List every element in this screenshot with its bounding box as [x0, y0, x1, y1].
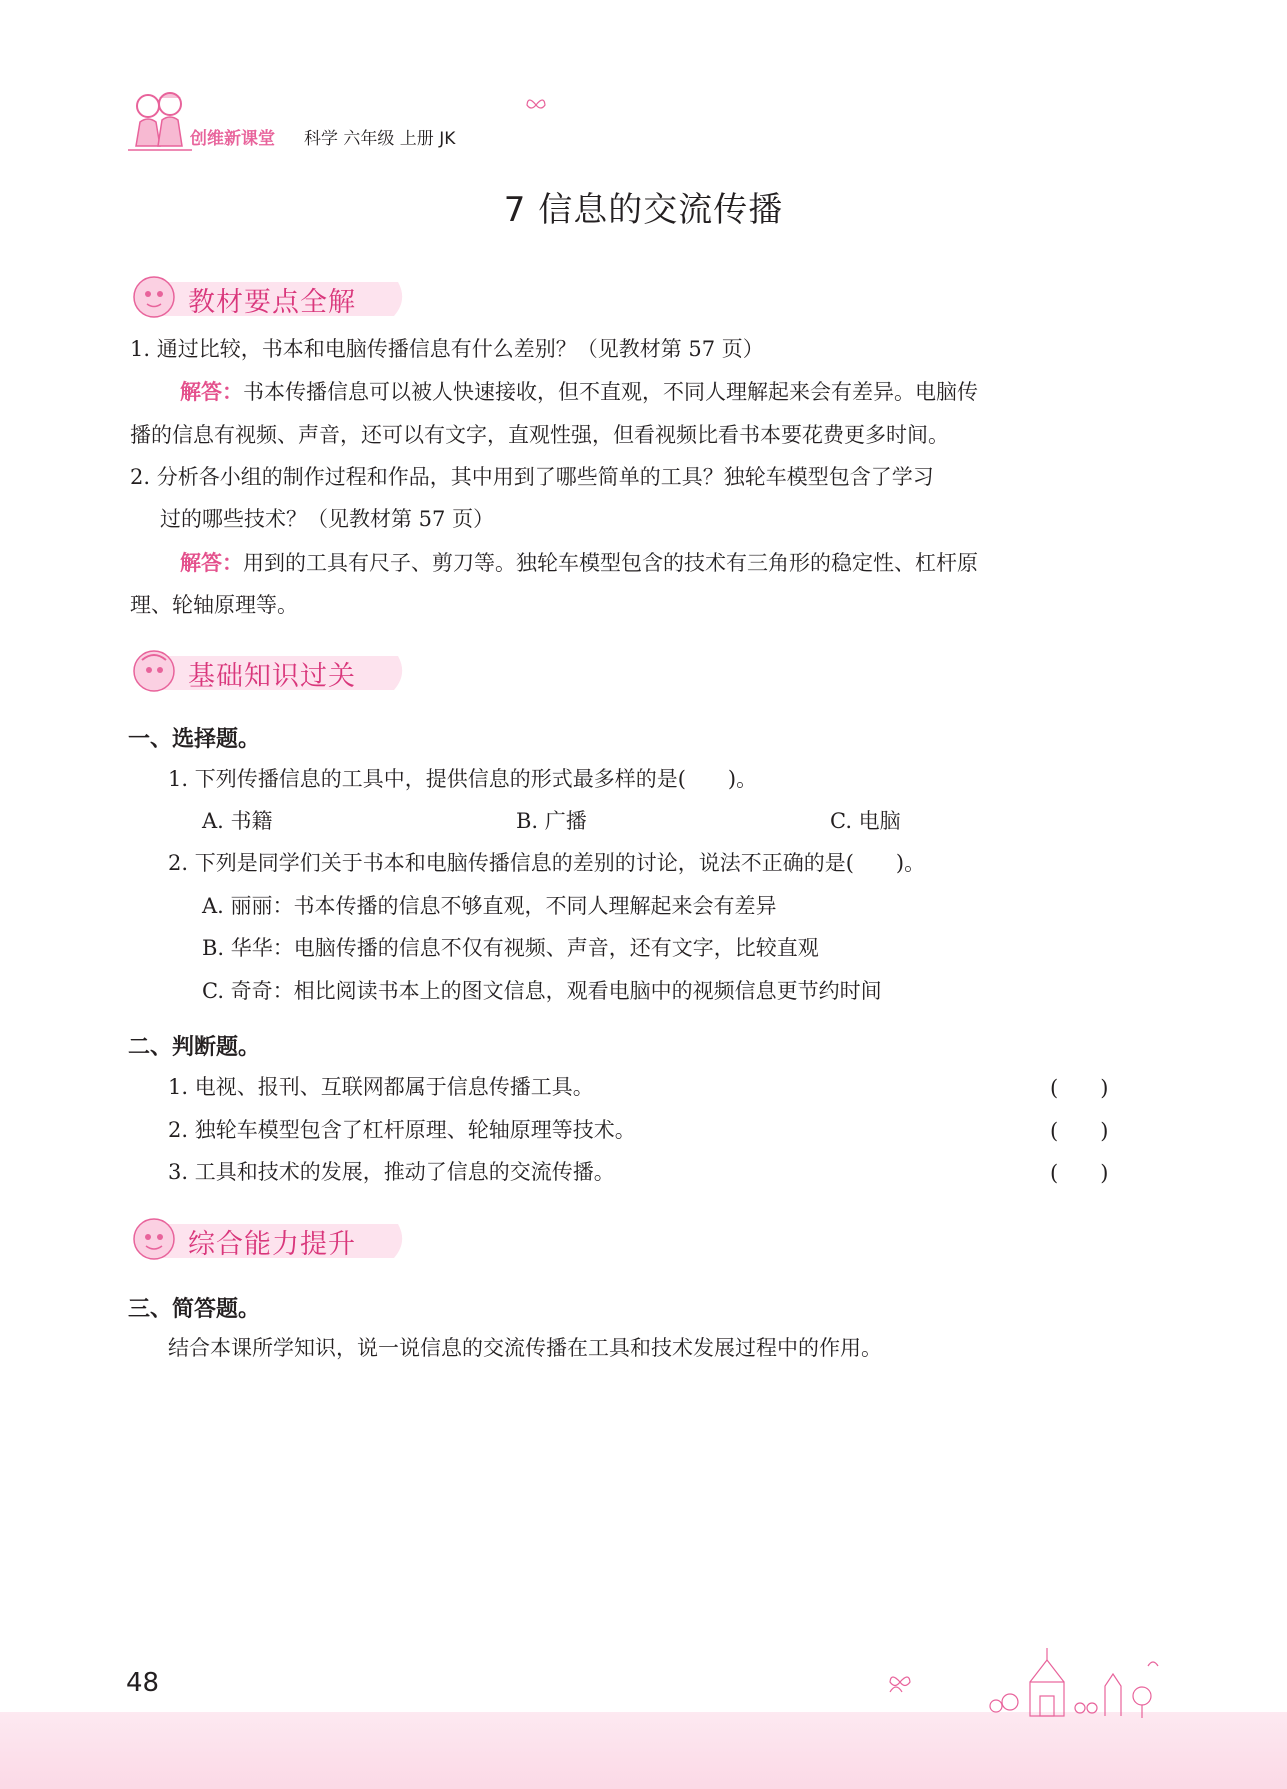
textbook-question-1: 1. 通过比较，书本和电脑传播信息有什么差别？（见教材第 57 页） [130, 337, 764, 361]
section-title: 教材要点全解 [188, 287, 356, 318]
page-number: 48 [126, 1668, 160, 1698]
choice-question-1: 1. 下列传播信息的工具中，提供信息的形式最多样的是( )。 [168, 767, 758, 791]
choice-option: A. 丽丽：书本传播的信息不够直观，不同人理解起来会有差异 [202, 894, 777, 918]
castle-decoration-icon [880, 1640, 1170, 1720]
judge-item: 1. 电视、报刊、互联网都属于信息传播工具。 [168, 1075, 594, 1099]
page-header [128, 88, 528, 158]
answer-blank: ( ) [1050, 1076, 1109, 1100]
section-title: 基础知识过关 [188, 661, 356, 692]
choice-question-2: 2. 下列是同学们关于书本和电脑传播信息的差别的讨论，说法不正确的是( )。 [168, 851, 926, 875]
section-banner-advanced [130, 1216, 410, 1262]
answer-label: 解答： [180, 380, 243, 404]
judge-item: 2. 独轮车模型包含了杠杆原理、轮轴原理等技术。 [168, 1118, 636, 1142]
judge-heading: 二、判断题。 [128, 1035, 261, 1060]
choice-option: B. 广播 [516, 809, 587, 833]
judge-item: 3. 工具和技术的发展，推动了信息的交流传播。 [168, 1160, 615, 1184]
section-banner-textbook [130, 274, 410, 320]
answer-label: 解答： [180, 551, 243, 575]
page-title: 7 信息的交流传播 [503, 190, 784, 230]
section-title: 综合能力提升 [188, 1229, 356, 1260]
choice-option: C. 电脑 [830, 809, 901, 833]
answer-2-line-2: 理、轮轴原理等。 [130, 593, 298, 617]
answer-blank: ( ) [1050, 1119, 1109, 1143]
section-banner-basics [130, 648, 410, 694]
brand-name: 创维新课堂 [190, 129, 275, 149]
answer-blank: ( ) [1050, 1161, 1109, 1185]
answer-text: 用到的工具有尺子、剪刀等。独轮车模型包含的技术有三角形的稳定性、杠杆原 [243, 551, 978, 575]
answer-text: 书本传播信息可以被人快速接收，但不直观，不同人理解起来会有差异。电脑传 [243, 380, 978, 404]
footer-band [0, 1712, 1287, 1789]
choice-option: C. 奇奇：相比阅读书本上的图文信息，观看电脑中的视频信息更节约时间 [202, 979, 882, 1003]
short-answer-heading: 三、简答题。 [128, 1297, 261, 1322]
choice-heading: 一、选择题。 [128, 727, 261, 752]
butterfly-icon [888, 1672, 912, 1692]
answer-1-line-2: 播的信息有视频、声音，还可以有文字，直观性强，但看视频比看书本要花费更多时间。 [130, 423, 949, 447]
answer-2-line-1 [180, 548, 978, 578]
choice-option: A. 书籍 [202, 809, 273, 833]
butterfly-icon [526, 96, 546, 114]
kids-logo-icon [128, 88, 192, 154]
course-info: 科学 六年级 上册 JK [304, 129, 456, 149]
textbook-question-2-line-2: 过的哪些技术？（见教材第 57 页） [160, 507, 495, 531]
choice-option: B. 华华：电脑传播的信息不仅有视频、声音，还有文字，比较直观 [202, 936, 819, 960]
answer-1-line-1 [180, 377, 978, 407]
short-answer-question: 结合本课所学知识，说一说信息的交流传播在工具和技术发展过程中的作用。 [168, 1336, 882, 1360]
textbook-question-2-line-1: 2. 分析各小组的制作过程和作品，其中用到了哪些简单的工具？独轮车模型包含了学习 [130, 465, 934, 489]
